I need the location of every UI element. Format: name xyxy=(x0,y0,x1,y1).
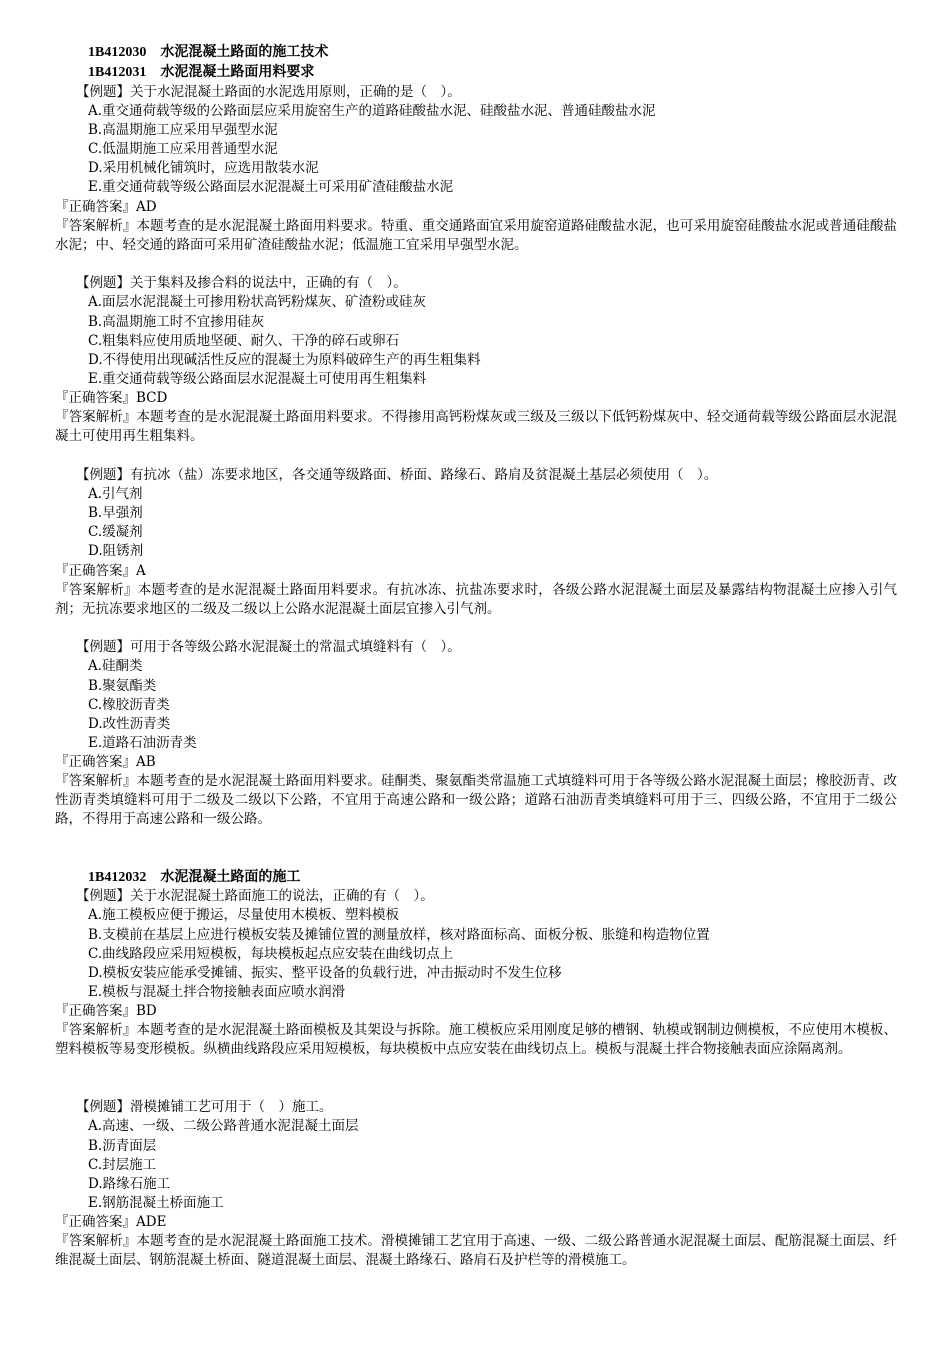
option-b: B.高温期施工应采用早强型水泥 xyxy=(88,122,278,138)
option-d: D.模板安装应能承受摊铺、振实、整平设备的负载行进，冲击振动时不发生位移 xyxy=(88,965,562,981)
answer-analysis: 『答案解析』本题考查的是水泥混凝土路面施工技术。滑模摊铺工艺宜用于高速、一级、二级公路普通水泥混凝土面层、配筋混凝土面层、纤维混凝土面层、钢筋混凝土桥面、隧道混凝土面层、混凝土路缘石、路肩石及护栏等的滑模施工。 xyxy=(55,1233,897,1268)
option-c: C.曲线路段应采用短模板，每块模板起点应安装在曲线切点上 xyxy=(88,946,454,962)
option-b: B.聚氨酯类 xyxy=(88,678,157,694)
option-b: B.支模前在基层上应进行模板安装及摊铺位置的测量放样，核对路面标高、面板分板、胀缝和构造物位置 xyxy=(88,927,710,943)
question-5: 【例题】关于水泥混凝土路面施工的说法，正确的有（ ）。 xyxy=(76,888,434,904)
answer-analysis: 『答案解析』本题考查的是水泥混凝土路面用料要求。硅酮类、聚氨酯类常温施工式填缝料可用于各等级公路水泥混凝土面层；橡胶沥青、改性沥青类填缝料可用于二级及二级以下公路，不宜用于高速公路和一级公路；道路石油沥青类填缝料可用于三、四级公路，不宜用于二级公路，不得用于高速公路和一级公路。 xyxy=(55,773,897,827)
option-d: D.路缘石施工 xyxy=(88,1176,171,1192)
option-b: B.沥青面层 xyxy=(88,1138,157,1154)
option-e: E.模板与混凝土拌合物接触表面应喷水润滑 xyxy=(88,984,346,1000)
option-d: D.阻锈剂 xyxy=(88,543,144,559)
section-subtitle: 1B412032 水泥混凝土路面的施工 xyxy=(88,870,301,885)
question-6: 【例题】滑模摊铺工艺可用于（ ）施工。 xyxy=(76,1099,333,1115)
option-a: A.高速、一级、二级公路普通水泥混凝土面层 xyxy=(88,1118,359,1134)
option-e: E.钢筋混凝土桥面施工 xyxy=(88,1195,224,1211)
option-b: B.高温期施工时不宜掺用硅灰 xyxy=(88,314,265,330)
option-c: C.缓凝剂 xyxy=(88,524,143,540)
option-a: A.硅酮类 xyxy=(88,658,143,674)
option-a: A.重交通荷载等级的公路面层应采用旋窑生产的道路硅酸盐水泥、硅酸盐水泥、普通硅酸盐水泥 xyxy=(88,103,656,119)
question-1: 【例题】关于水泥混凝土路面的水泥选用原则，正确的是（ ）。 xyxy=(76,84,461,100)
question-4: 【例题】可用于各等级公路水泥混凝土的常温式填缝料有（ ）。 xyxy=(76,639,461,655)
option-c: C.橡胶沥青类 xyxy=(88,697,170,713)
answer-analysis: 『答案解析』本题考查的是水泥混凝土路面用料要求。不得掺用高钙粉煤灰或三级及三级以下低钙粉煤灰中、轻交通荷载等级公路面层水泥混凝土可使用再生粗集料。 xyxy=(55,409,897,444)
option-a: A.面层水泥混凝土可掺用粉状高钙粉煤灰、矿渣粉或硅灰 xyxy=(88,294,427,310)
correct-answer: 『正确答案』BCD xyxy=(55,390,168,406)
section-subtitle: 1B412031 水泥混凝土路面用料要求 xyxy=(88,65,315,80)
option-d: D.不得使用出现碱活性反应的混凝土为原料破碎生产的再生粗集料 xyxy=(88,352,481,368)
option-e: E.重交通荷载等级公路面层水泥混凝土可采用矿渣硅酸盐水泥 xyxy=(88,179,454,195)
option-d: D.改性沥青类 xyxy=(88,716,171,732)
option-c: C.低温期施工应采用普通型水泥 xyxy=(88,141,278,157)
option-a: A.引气剂 xyxy=(88,486,143,502)
option-a: A.施工模板应便于搬运，尽量使用木模板、塑料模板 xyxy=(88,907,400,923)
answer-analysis: 『答案解析』本题考查的是水泥混凝土路面用料要求。特重、重交通路面宜采用旋窑道路硅酸盐水泥，也可采用旋窑硅酸盐水泥或普通硅酸盐水泥；中、轻交通的路面可采用矿渣硅酸盐水泥；低温施工宜采用早强型水泥。 xyxy=(55,218,897,253)
option-c: C.粗集料应使用质地坚硬、耐久、干净的碎石或卵石 xyxy=(88,333,400,349)
option-b: B.早强剂 xyxy=(88,505,143,521)
question-2: 【例题】关于集料及掺合料的说法中，正确的有（ ）。 xyxy=(76,275,407,291)
correct-answer: 『正确答案』ADE xyxy=(55,1214,167,1230)
option-e: E.道路石油沥青类 xyxy=(88,735,197,751)
answer-analysis: 『答案解析』本题考查的是水泥混凝土路面用料要求。有抗冰冻、抗盐冻要求时，各级公路水泥混凝土面层及暴露结构物混凝土应掺入引气剂；无抗冻要求地区的二级及二级以上公路水泥混凝土面层宜掺入引气剂。 xyxy=(55,582,897,617)
correct-answer: 『正确答案』A xyxy=(55,563,146,579)
question-3: 【例题】有抗冰（盐）冻要求地区，各交通等级路面、桥面、路缘石、路肩及贫混凝土基层必须使用（ ）。 xyxy=(76,467,718,483)
correct-answer: 『正确答案』BD xyxy=(55,1003,157,1019)
option-c: C.封层施工 xyxy=(88,1157,157,1173)
correct-answer: 『正确答案』AB xyxy=(55,754,156,770)
answer-analysis: 『答案解析』本题考查的是水泥混凝土路面模板及其架设与拆除。施工模板应采用刚度足够的槽钢、轨模或钢制边侧模板，不应使用木模板、塑料模板等易变形模板。纵横曲线路段应采用短模板，每块模板中点应安装在曲线切点上。模板与混凝土拌合物接触表面应涂隔离剂。 xyxy=(55,1022,897,1057)
section-title: 1B412030 水泥混凝土路面的施工技术 xyxy=(88,45,329,60)
correct-answer: 『正确答案』AD xyxy=(55,199,157,215)
option-e: E.重交通荷载等级公路面层水泥混凝土可使用再生粗集料 xyxy=(88,371,427,387)
option-d: D.采用机械化铺筑时，应选用散装水泥 xyxy=(88,160,319,176)
